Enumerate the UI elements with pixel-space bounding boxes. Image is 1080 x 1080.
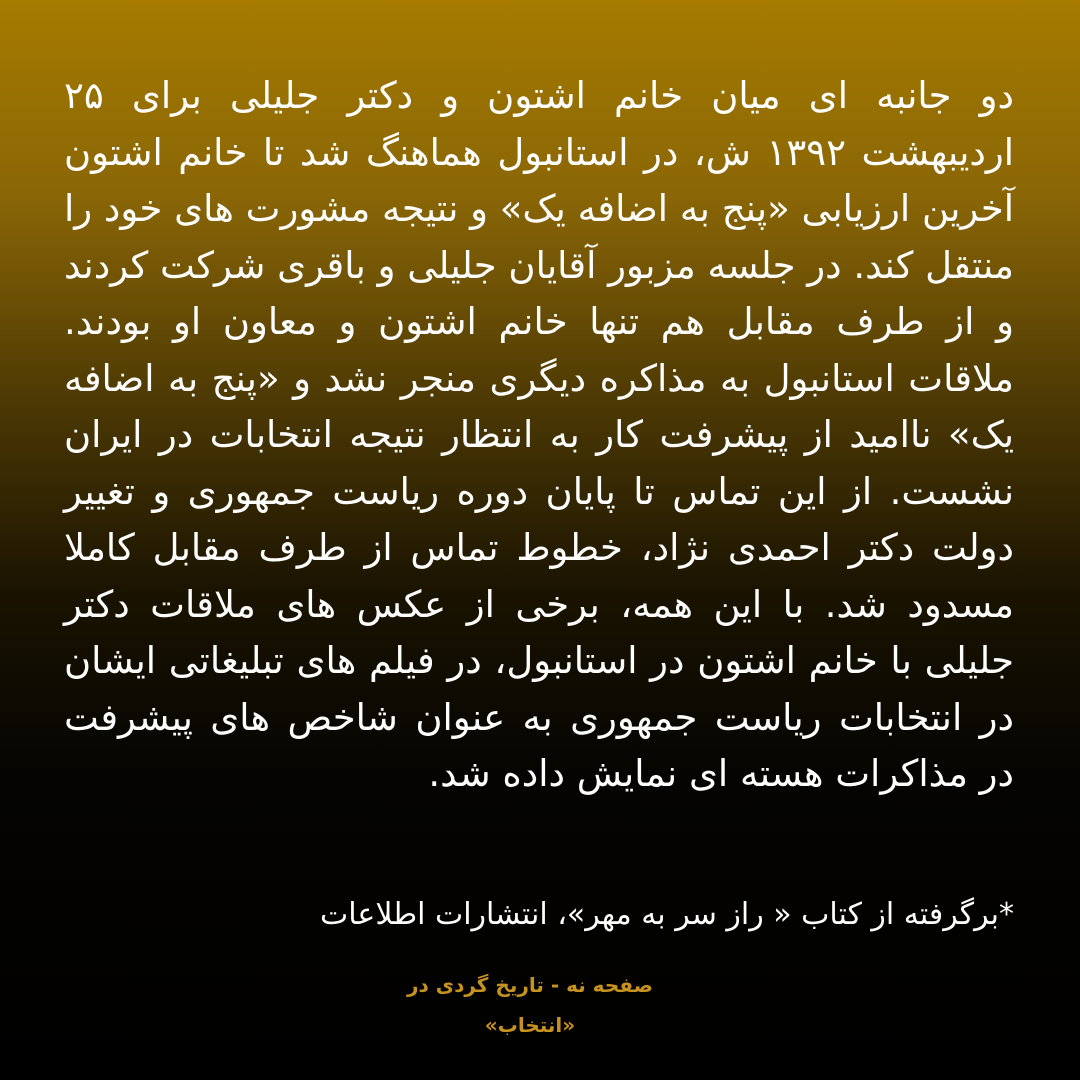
source-note: *برگرفته از کتاب « راز سر به مهر»، انتشارات اطلاعات bbox=[320, 897, 1014, 932]
footer-credit: صفحه نه - تاریخ گردی در «انتخاب» bbox=[407, 973, 653, 1037]
article-body-text: دو جانبه ای میان خانم اشتون و دکتر جلیلی برای ۲۵ اردیبهشت ۱۳۹۲ ش، در استانبول هماهنگ شد تا خانم اشتون آخرین ارزیابی «پنج به اضافه یک» و نتیجه مشورت های خود را منتقل کند. در جلسه مزبور آقایان جلیلی و باقری شرکت کردند و از طرف مقابل هم تنها خانم اشتون و معاون او بودند. ملاقات استانبول به مذاکره دیگری منجر نشد و «پنج به اضافه یک» ناامید از پیشرفت کار به انتظار نتیجه انتخابات در ایران نشست. از این تماس تا پایان دوره ریاست جمهوری و تغییر دولت دکتر احمدی نژاد، خطوط تماس از طرف مقابل کاملا مسدود شد. با این همه، برخی از عکس های ملاقات دکتر جلیلی با خانم اشتون در استانبول، در فیلم های تبلیغاتی ایشان در انتخابات ریاست جمهوری به عنوان شاخص های پیشرفت در مذاکرات هسته ای نمایش داده شد. bbox=[63, 74, 1014, 795]
